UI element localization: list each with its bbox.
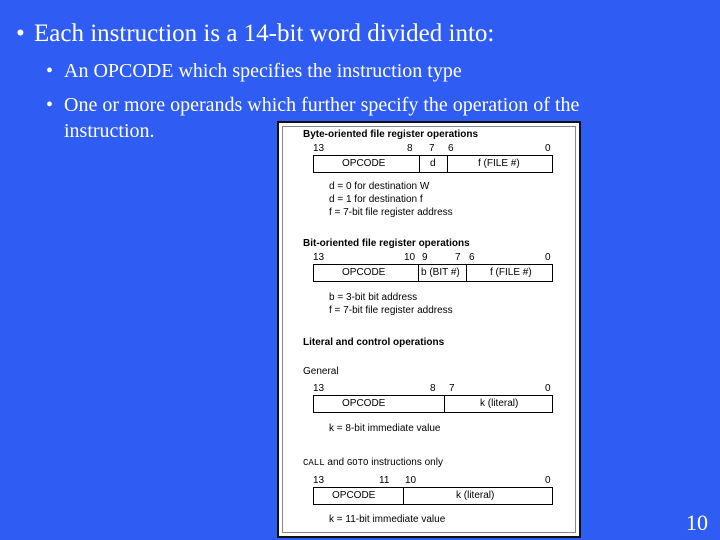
bit-10: 10 — [405, 475, 417, 486]
bit-format-box — [313, 264, 553, 282]
bit-note-2: f = 7-bit file register address — [329, 305, 453, 316]
bit-8: 8 — [407, 143, 413, 154]
bit-7: 7 — [429, 143, 435, 154]
byte-note-2: d = 1 for destination f — [329, 194, 423, 205]
bit-number-field: b (BIT #) — [421, 267, 460, 278]
field-divider — [419, 156, 420, 172]
figure-frame — [282, 126, 576, 533]
page-number: 10 — [686, 510, 708, 535]
bit-0: 0 — [545, 383, 551, 394]
field-divider — [403, 488, 404, 504]
sub-bullet-operands — [46, 94, 579, 117]
call-goto-note: k = 11-bit immediate value — [329, 514, 446, 525]
bit-0: 0 — [545, 252, 551, 263]
opcode-field: OPCODE — [342, 158, 386, 169]
byte-oriented-title: Byte-oriented file register operations — [303, 129, 479, 140]
literal-field: k (literal) — [456, 490, 495, 501]
general-label: General — [303, 366, 339, 377]
main-bullet-text: Each instruction is a 14-bit word divided into: — [34, 20, 495, 47]
bit-0: 0 — [545, 475, 551, 486]
bullet-dot: • — [16, 20, 25, 47]
bullet-dot: • — [46, 60, 54, 82]
opcode-field: OPCODE — [332, 490, 376, 501]
call-keyword: CALL — [303, 458, 325, 468]
byte-note-3: f = 7-bit file register address — [329, 207, 453, 218]
sub-bullet-text: One or more operands which further specify the operation of the — [64, 94, 580, 116]
call-goto-suffix: instructions only — [368, 457, 443, 468]
instruction-format-figure — [277, 121, 581, 538]
literal-field: k (literal) — [480, 398, 519, 409]
byte-format-box — [313, 155, 553, 173]
literal-control-title: Literal and control operations — [303, 337, 445, 348]
field-divider — [444, 396, 445, 412]
bit-13: 13 — [313, 143, 325, 154]
call-goto-and: and — [324, 457, 347, 468]
sub-bullet-opcode — [46, 60, 462, 83]
bullet-dot: • — [46, 94, 54, 116]
bit-7: 7 — [449, 383, 455, 394]
bit-6: 6 — [469, 252, 475, 263]
literal-format-box — [313, 395, 553, 413]
literal-note: k = 8-bit immediate value — [329, 423, 441, 434]
bit-8: 8 — [430, 383, 436, 394]
call-goto-title — [303, 457, 443, 469]
bit-6: 6 — [448, 143, 454, 154]
main-bullet — [16, 20, 494, 48]
bit-oriented-title: Bit-oriented file register operations — [303, 238, 470, 249]
bit-0: 0 — [545, 143, 551, 154]
file-field: f (FILE #) — [478, 158, 520, 169]
field-divider — [466, 265, 467, 281]
bit-7: 7 — [455, 252, 461, 263]
bit-13: 13 — [313, 252, 325, 263]
field-divider — [447, 156, 448, 172]
sub-bullet-operands-continued: instruction. — [64, 120, 155, 142]
bit-13: 13 — [313, 475, 325, 486]
goto-keyword: GOTO — [346, 458, 369, 468]
field-divider — [418, 265, 419, 281]
file-field: f (FILE #) — [490, 267, 532, 278]
opcode-field: OPCODE — [342, 267, 386, 278]
opcode-field: OPCODE — [342, 398, 386, 409]
byte-note-1: d = 0 for destination W — [329, 181, 430, 192]
bit-9: 9 — [422, 252, 428, 263]
sub-bullet-text: An OPCODE which specifies the instruction type — [64, 60, 462, 82]
bit-note-1: b = 3-bit bit address — [329, 292, 418, 303]
call-goto-format-box — [313, 487, 553, 505]
d-field: d — [430, 158, 436, 169]
bit-10: 10 — [404, 252, 416, 263]
bit-11: 11 — [379, 475, 390, 486]
bit-13: 13 — [313, 383, 325, 394]
